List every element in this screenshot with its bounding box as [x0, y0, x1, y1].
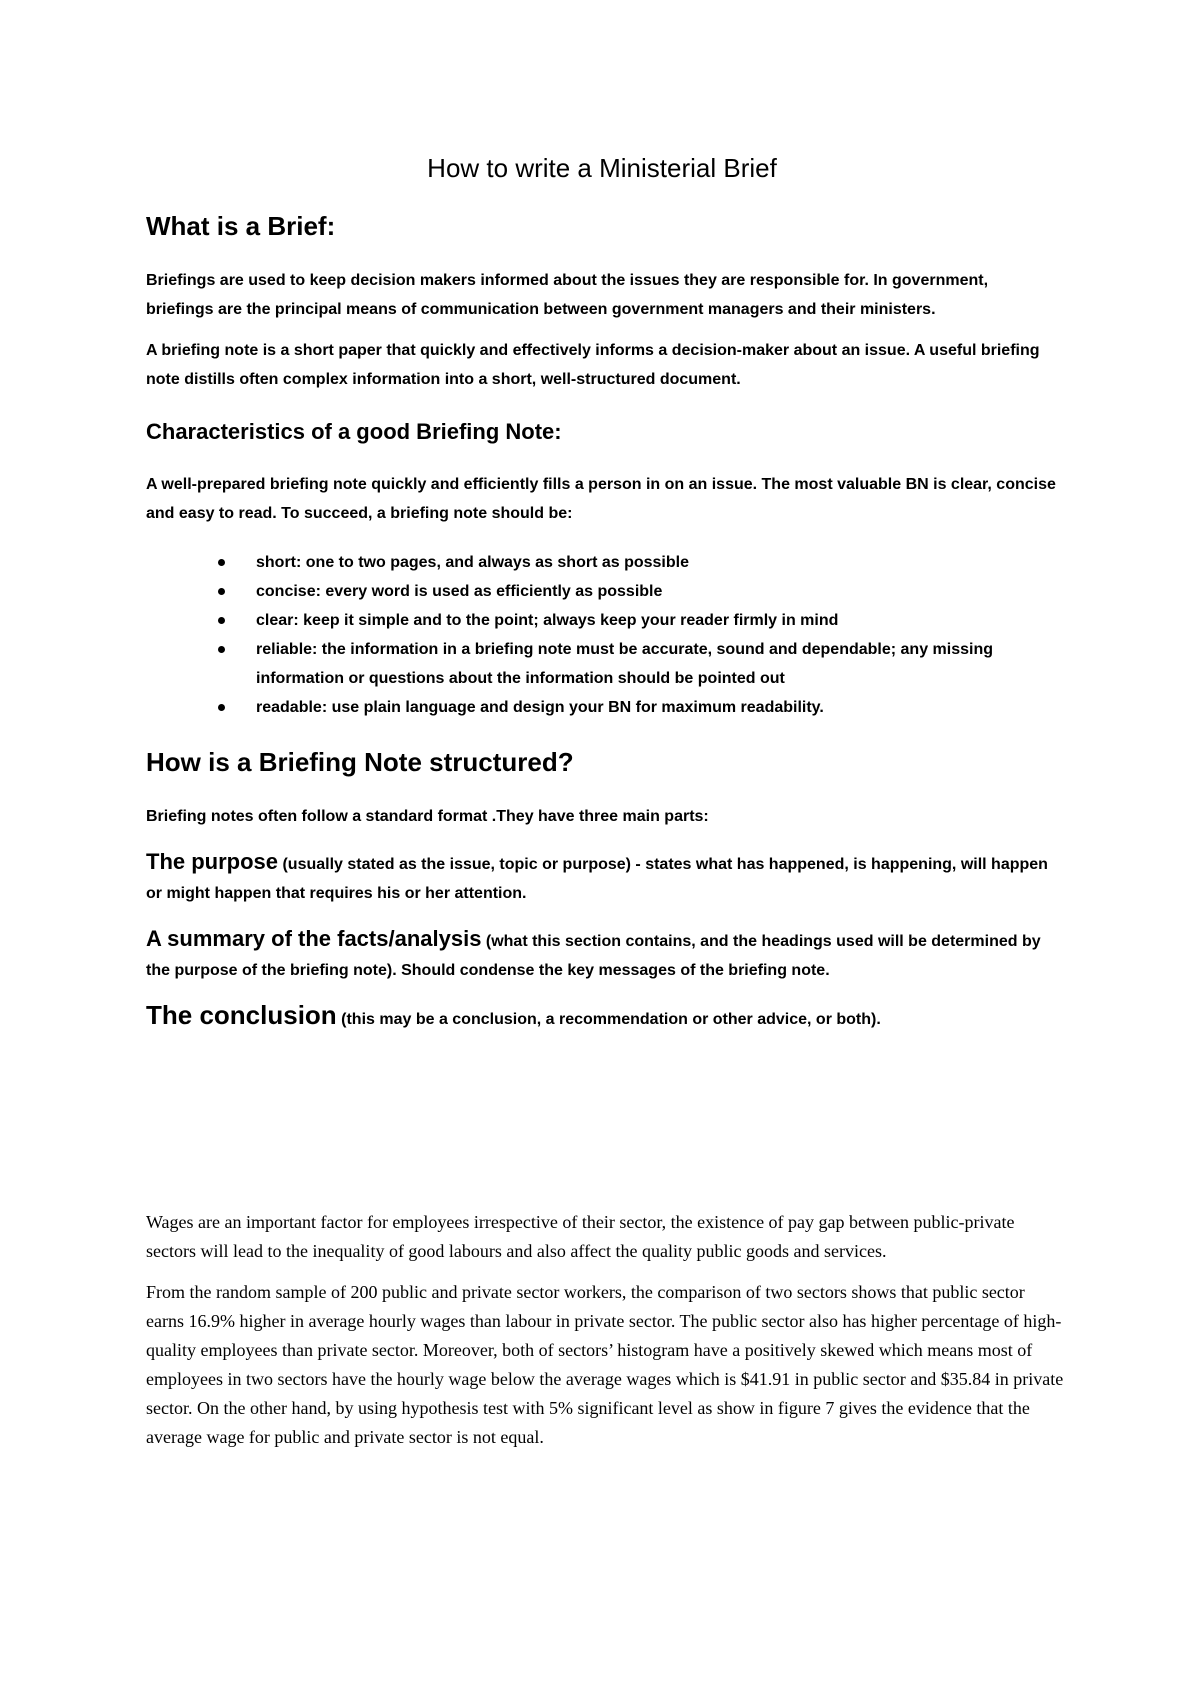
bullet-icon [218, 704, 225, 711]
list-item-text: reliable: the information in a briefing note must be accurate, sound and dependable; any missing information or questions about the information should be pointed out [256, 641, 994, 687]
what-is-paragraph: Briefings are used to keep decision makers informed about the issues they are responsible for. In government, briefings are the principal means of communication between government managers and their ministers. [146, 272, 989, 318]
body-paragraph: From the random sample of 200 public and private sector workers, the comparison of two sectors shows that public sector earns 16.9% higher in average hourly wages than labour in private sector. The public sector also has higher percentage of high-quality employees than private sector. Moreover, both of sectors’ histogram have a positively skewed which means most of employees in two sectors have the hourly wage below the average wages which is $41.91 in public sector and $35.84 in private sector. On the other hand, by using hypothesis test with 5% significant level as show in figure 7 gives the evidence that the average wage for public and private sector is not equal. [146, 1282, 1064, 1447]
list-item [146, 577, 1058, 606]
brief-guide [146, 150, 1058, 1034]
bullet-icon [218, 617, 225, 624]
bullet-icon [218, 646, 225, 653]
structure-intro: Briefing notes often follow a standard format .They have three main parts: [146, 808, 709, 825]
purpose-section [146, 847, 1058, 908]
conclusion-section [146, 1001, 1058, 1034]
characteristics-intro: A well-prepared briefing note quickly and efficiently fills a person in on an issue. The most valuable BN is clear, concise and easy to read. To succeed, a briefing note should be: [146, 476, 1056, 522]
conclusion-heading: The conclusion [146, 1000, 337, 1030]
list-item-text: short: one to two pages, and always as short as possible [256, 554, 689, 571]
what-is-heading: What is a Brief: [146, 211, 336, 241]
list-item-text: readable: use plain language and design your BN for maximum readability. [256, 699, 824, 716]
purpose-text: (usually stated as the issue, topic or purpose) - states what has happened, is happening, will happen or might happen that requires his or her attention. [146, 856, 1048, 902]
list-item [146, 606, 1058, 635]
summary-section [146, 924, 1058, 985]
bullet-icon [218, 588, 225, 595]
body-paragraph: Wages are an important factor for employees irrespective of their sector, the existence of pay gap between public-private sectors will lead to the inequality of good labours and also affect the quality public goods and services. [146, 1212, 1015, 1261]
list-item [146, 635, 1058, 693]
bullet-icon [218, 559, 225, 566]
list-item [146, 693, 1058, 722]
list-item-text: concise: every word is used as efficiently as possible [256, 583, 663, 600]
document-title: How to write a Ministerial Brief [427, 153, 777, 183]
summary-text: (what this section contains, and the headings used will be determined by the purpose of the briefing note). Should condense the key messages of the briefing note. [146, 933, 1041, 979]
summary-heading: A summary of the facts/analysis [146, 926, 482, 951]
characteristics-heading: Characteristics of a good Briefing Note: [146, 419, 562, 444]
characteristics-list [146, 548, 1058, 722]
conclusion-text: (this may be a conclusion, a recommendation or other advice, or both). [336, 1011, 881, 1028]
what-is-paragraph: A briefing note is a short paper that quickly and effectively informs a decision-maker about an issue. A useful briefing note distills often complex information into a short, well-structured document. [146, 342, 1040, 388]
list-item [146, 548, 1058, 577]
purpose-heading: The purpose [146, 849, 279, 874]
structure-heading: How is a Briefing Note structured? [146, 747, 574, 777]
wage-analysis [146, 1208, 1066, 1452]
list-item-text: clear: keep it simple and to the point; always keep your reader firmly in mind [256, 612, 839, 629]
